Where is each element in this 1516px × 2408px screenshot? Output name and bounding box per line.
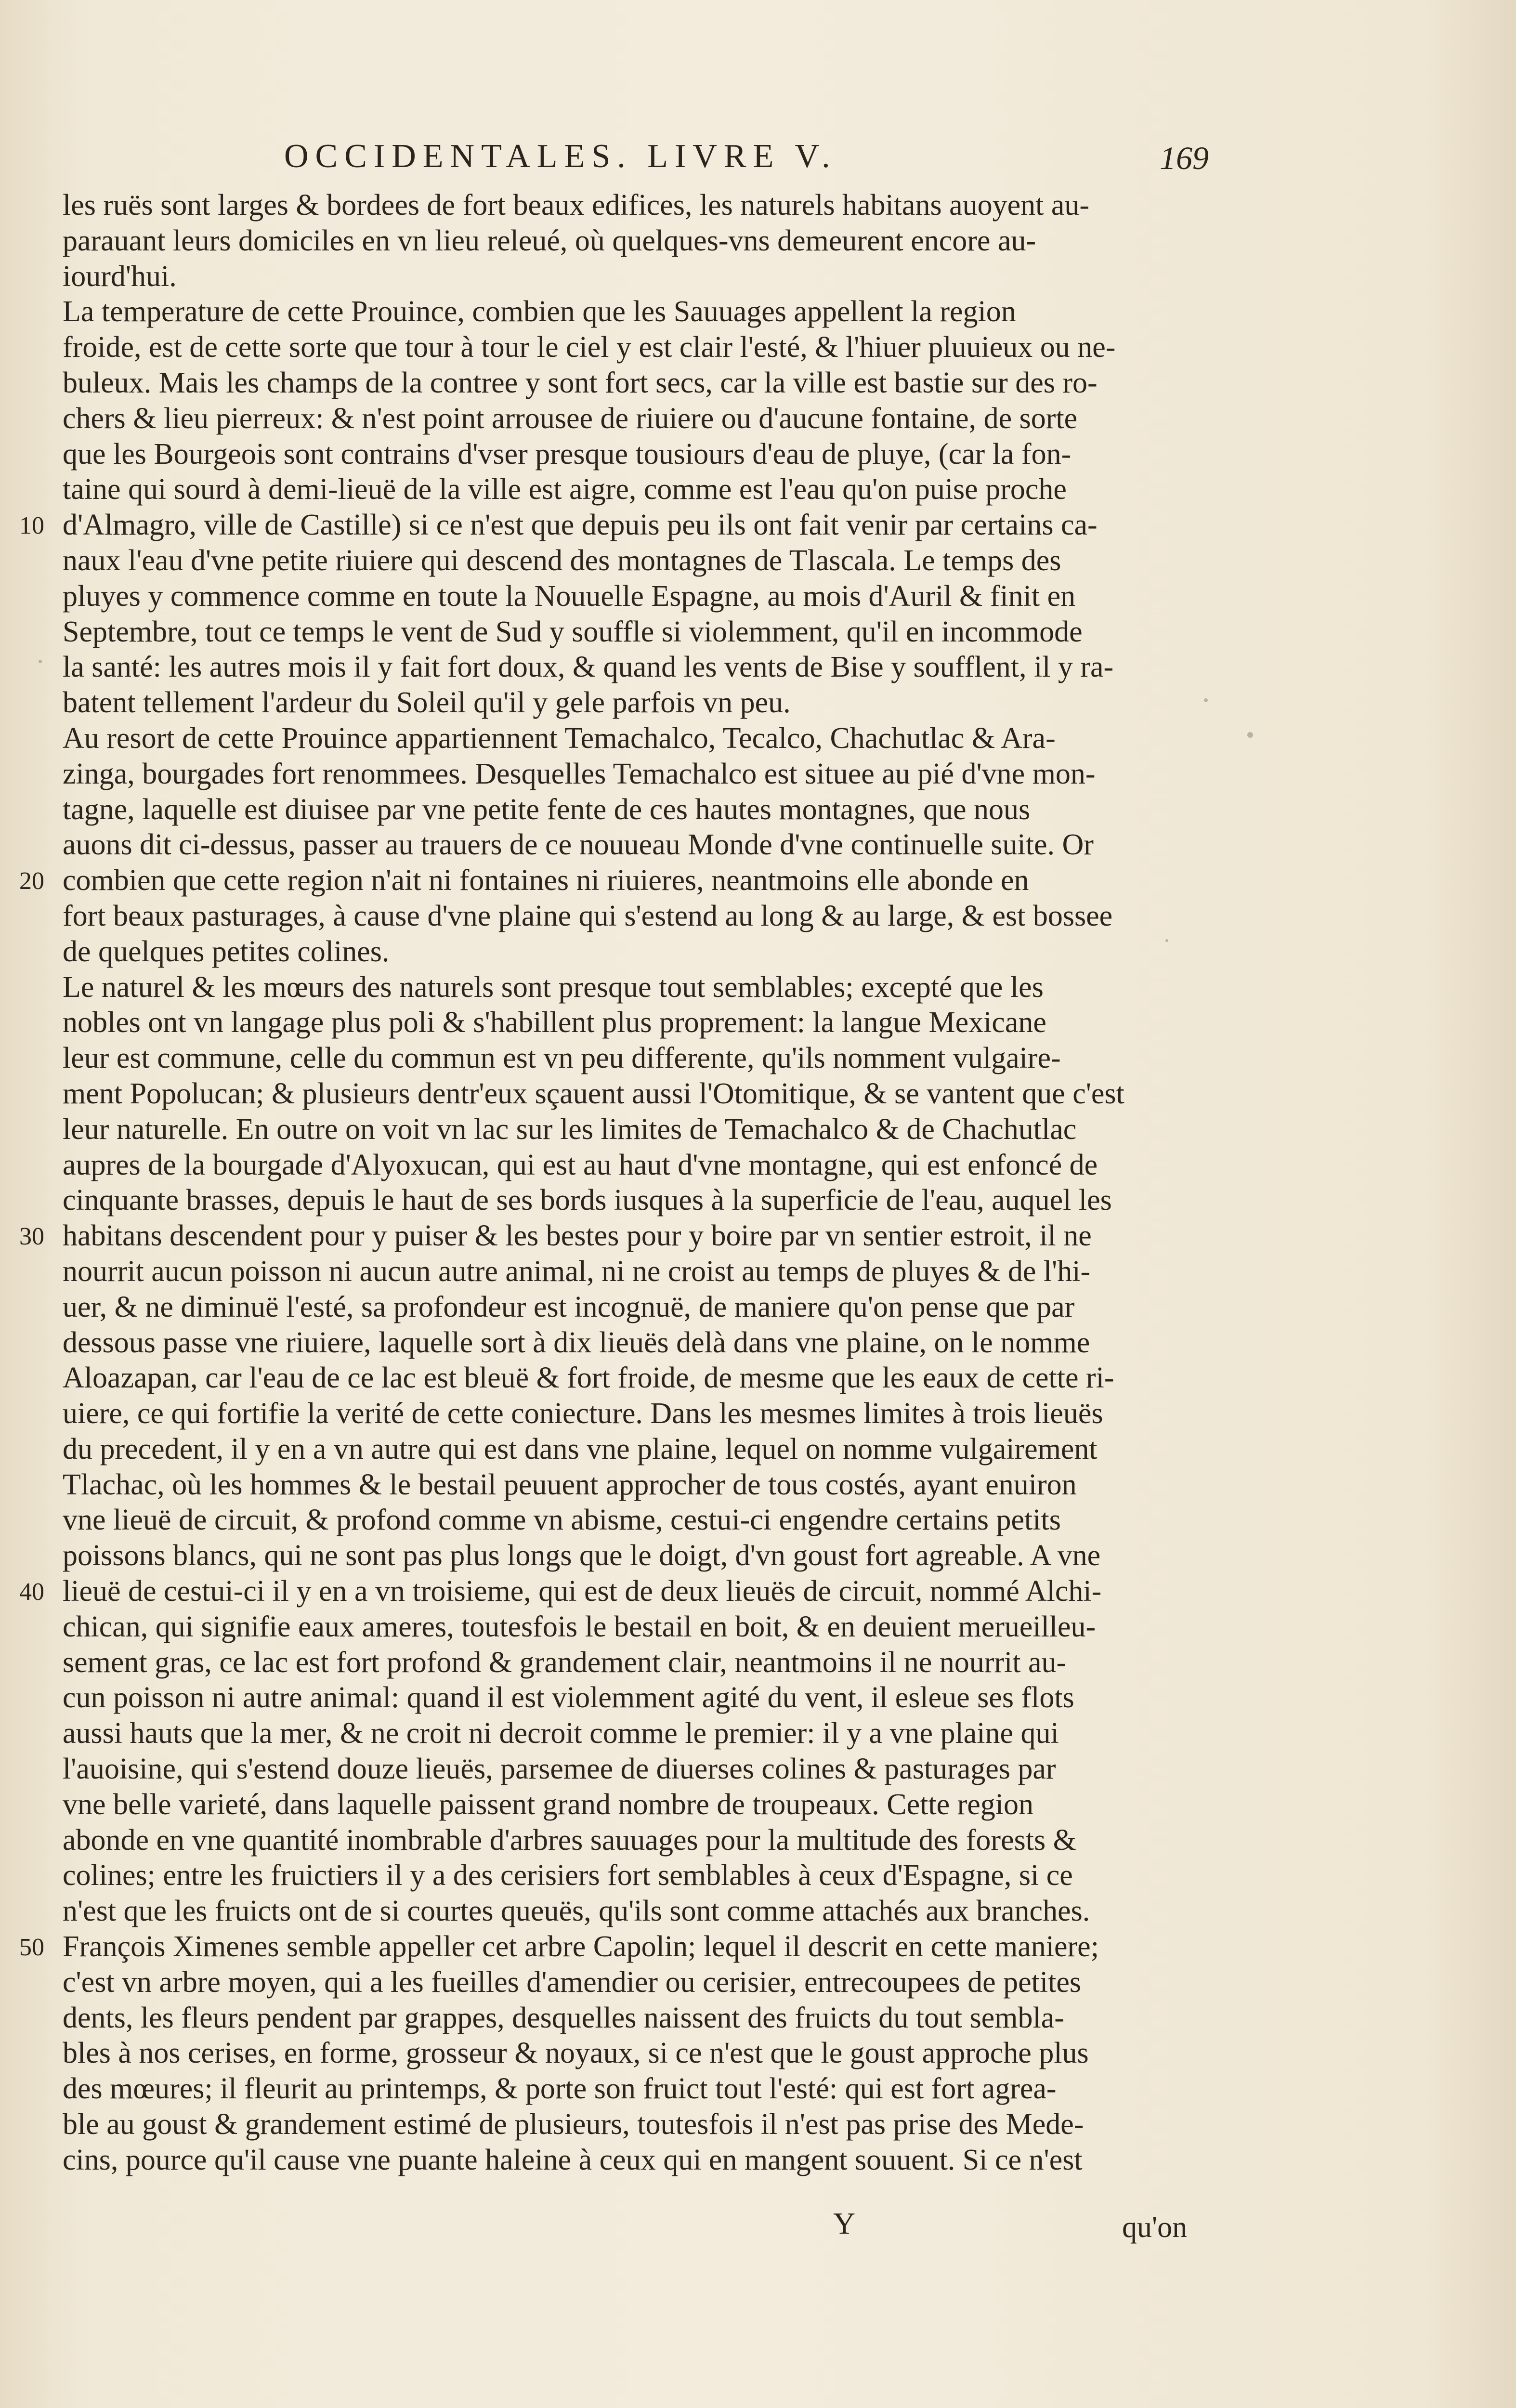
body-text: [63, 188, 1209, 2178]
text-line: habitans descendent pour y puiser & les bestes pour y boire par vn sentier estroit, il ne: [63, 1219, 1092, 1253]
text-line: vne lieuë de circuit, & profond comme vn abisme, cestui-ci engendre certains petits: [63, 1504, 1061, 1537]
text-line: nourrit aucun poisson ni aucun autre animal, ni ne croist au temps de pluyes & de l'hi-: [63, 1255, 1091, 1288]
text-line: des mœures; il fleurit au printemps, & porte son fruict tout l'esté: qui est fort agrea-: [63, 2072, 1057, 2106]
margin-line-number: 50: [19, 1934, 44, 1962]
page-header: [63, 137, 1209, 190]
text-line: cun poisson ni autre animal: quand il est violemment agité du vent, il esleue ses flots: [63, 1681, 1074, 1714]
text-line: colines; entre les fruictiers il y a des cerisiers fort semblables à ceux d'Espagne, si ce: [63, 1859, 1073, 1892]
text-line: taine qui sourd à demi-lieuë de la ville est aigre, comme est l'eau qu'on puise proche: [63, 473, 1067, 506]
text-line: cinquante brasses, depuis le haut de ses bords iusques à la superficie de l'eau, auquel les: [63, 1184, 1112, 1217]
margin-line-number: 10: [19, 512, 44, 540]
text-line: ment Popolucan; & plusieurs dentr'eux sçauent aussi l'Otomitique, & se vantent que c'est: [63, 1077, 1124, 1110]
text-line: auons dit ci-dessus, passer au trauers de ce nouueau Monde d'vne continuelle suite. Or: [63, 828, 1094, 862]
text-line: cins, pource qu'il cause vne puante haleine à ceux qui en mangent souuent. Si ce n'est: [63, 2143, 1083, 2176]
text-line: froide, est de cette sorte que tour à tour le ciel y est clair l'esté, & l'hiuer pluuieux ou ne-: [63, 331, 1116, 364]
paper-speck: [1247, 732, 1253, 738]
margin-line-number: 20: [19, 867, 44, 895]
text-line: parauant leurs domiciles en vn lieu releué, où quelques-vns demeurent encore au-: [63, 224, 1036, 257]
text-line: de quelques petites colines.: [63, 935, 390, 968]
text-line: vne belle varieté, dans laquelle paissent grand nombre de troupeaux. Cette region: [63, 1788, 1033, 1821]
paper-speck: [39, 660, 42, 663]
text-line: poissons blancs, qui ne sont pas plus longs que le doigt, d'vn goust fort agreable. A vne: [63, 1539, 1101, 1572]
text-line: que les Bourgeois sont contrains d'vser presque tousiours d'eau de pluye, (car la fon-: [63, 437, 1072, 471]
text-line: leur est commune, celle du commun est vn peu differente, qu'ils nomment vulgaire-: [63, 1042, 1061, 1075]
margin-line-number: 30: [19, 1223, 44, 1251]
text-line: dessous passe vne riuiere, laquelle sort à dix lieuës delà dans vne plaine, on le nomme: [63, 1326, 1090, 1359]
text-line: uer, & ne diminuë l'esté, sa profondeur est incognuë, de maniere qu'on pense que par: [63, 1290, 1075, 1323]
page-number: 169: [1160, 140, 1209, 176]
signature-mark: Y: [833, 2206, 856, 2240]
text-line: tagne, laquelle est diuisee par vne petite fente de ces hautes montagnes, que nous: [63, 793, 1031, 826]
text-line: sement gras, ce lac est fort profond & grandement clair, neantmoins il ne nourrit au-: [63, 1646, 1067, 1679]
text-line: zinga, bourgades fort renommees. Desquelles Temachalco est situee au pié d'vne mon-: [63, 757, 1096, 790]
text-line: uiere, ce qui fortifie la verité de cette coniecture. Dans les mesmes limites à trois lieuës: [63, 1397, 1103, 1430]
text-line: chican, qui signifie eaux ameres, toutesfois le bestail en boit, & en deuient merueilleu-: [63, 1610, 1096, 1643]
margin-line-number: 40: [19, 1578, 44, 1606]
text-line: bles à nos cerises, en forme, grosseur & noyaux, si ce n'est que le goust approche plus: [63, 2037, 1089, 2070]
paper-speck: [1204, 698, 1208, 702]
catchword: qu'on: [1122, 2211, 1188, 2244]
text-line: du precedent, il y en a vn autre qui est dans vne plaine, lequel on nomme vulgairement: [63, 1432, 1098, 1466]
text-line: pluyes y commence comme en toute la Nouuelle Espagne, au mois d'Auril & finit en: [63, 579, 1076, 613]
text-line: d'Almagro, ville de Castille) si ce n'est que depuis peu ils ont fait venir par certains ca-: [63, 509, 1098, 542]
text-line: n'est que les fruicts ont de si courtes queuës, qu'ils sont comme attachés aux branches.: [63, 1895, 1090, 1928]
text-line: combien que cette region n'ait ni fontaines ni riuieres, neantmoins elle abonde en: [63, 864, 1029, 897]
text-line: naux l'eau d'vne petite riuiere qui descend des montagnes de Tlascala. Le temps des: [63, 544, 1061, 577]
text-line: Le naturel & les mœurs des naturels sont presque tout semblables; excepté que les: [63, 970, 1044, 1004]
text-line: la santé: les autres mois il y fait fort doux, & quand les vents de Bise y soufflent, il y ra-: [63, 651, 1114, 684]
text-line: lieuë de cestui-ci il y en a vn troisieme, qui est de deux lieuës de circuit, nommé Alchi-: [63, 1575, 1102, 1608]
text-line: aupres de la bourgade d'Alyoxucan, qui est au haut d'vne montagne, qui est enfoncé de: [63, 1148, 1098, 1181]
text-line: batent tellement l'ardeur du Soleil qu'il y gele parfois vn peu.: [63, 686, 791, 720]
text-line: ble au goust & grandement estimé de plusieurs, toutesfois il n'est pas prise des Mede-: [63, 2108, 1084, 2141]
text-line: iourd'hui.: [63, 260, 177, 293]
text-line: Septembre, tout ce temps le vent de Sud y souffle si violemment, qu'il en incommode: [63, 615, 1083, 648]
text-line: leur naturelle. En outre on voit vn lac sur les limites de Temachalco & de Chachutlac: [63, 1112, 1077, 1146]
text-line: nobles ont vn langage plus poli & s'habillent plus proprement: la langue Mexicane: [63, 1006, 1046, 1039]
text-line: abonde en vne quantité inombrable d'arbres sauuages pour la multitude des forests &: [63, 1823, 1076, 1857]
text-line: aussi hauts que la mer, & ne croit ni decroit comme le premier: il y a vne plaine qui: [63, 1717, 1059, 1750]
text-line: l'auoisine, qui s'estend douze lieuës, parsemee de diuerses colines & pasturages par: [63, 1753, 1056, 1786]
text-line: dents, les fleurs pendent par grappes, desquelles naissent des fruicts du tout sembla-: [63, 2001, 1064, 2034]
text-line: François Ximenes semble appeller cet arbre Capolin; lequel il descrit en cette maniere;: [63, 1930, 1099, 1963]
text-line: Au resort de cette Prouince appartiennent Temachalco, Tecalco, Chachutlac & Ara-: [63, 721, 1056, 755]
text-line: Tlachac, où les hommes & le bestail peuuent approcher de tous costés, ayant enuiron: [63, 1468, 1077, 1501]
running-head: OCCIDENTALES. LIVRE V.: [284, 138, 837, 175]
text-line: Aloazapan, car l'eau de ce lac est bleuë & fort froide, de mesme que les eaux de cette ri-: [63, 1361, 1114, 1395]
text-line: fort beaux pasturages, à cause d'vne plaine qui s'estend au long & au large, & est bossee: [63, 899, 1113, 932]
text-line: buleux. Mais les champs de la contree y sont fort secs, car la ville est bastie sur des ro-: [63, 366, 1098, 399]
text-line: chers & lieu pierreux: & n'est point arrousee de riuiere ou d'aucune fontaine, de sorte: [63, 402, 1078, 435]
text-line: La temperature de cette Prouince, combien que les Sauuages appellent la region: [63, 295, 1016, 328]
paper-speck: [1165, 939, 1168, 942]
text-line: c'est vn arbre moyen, qui a les fueilles d'amendier ou cerisier, entrecoupees de petites: [63, 1965, 1081, 1999]
text-line: les ruës sont larges & bordees de fort beaux edifices, les naturels habitans auoyent au-: [63, 189, 1090, 222]
